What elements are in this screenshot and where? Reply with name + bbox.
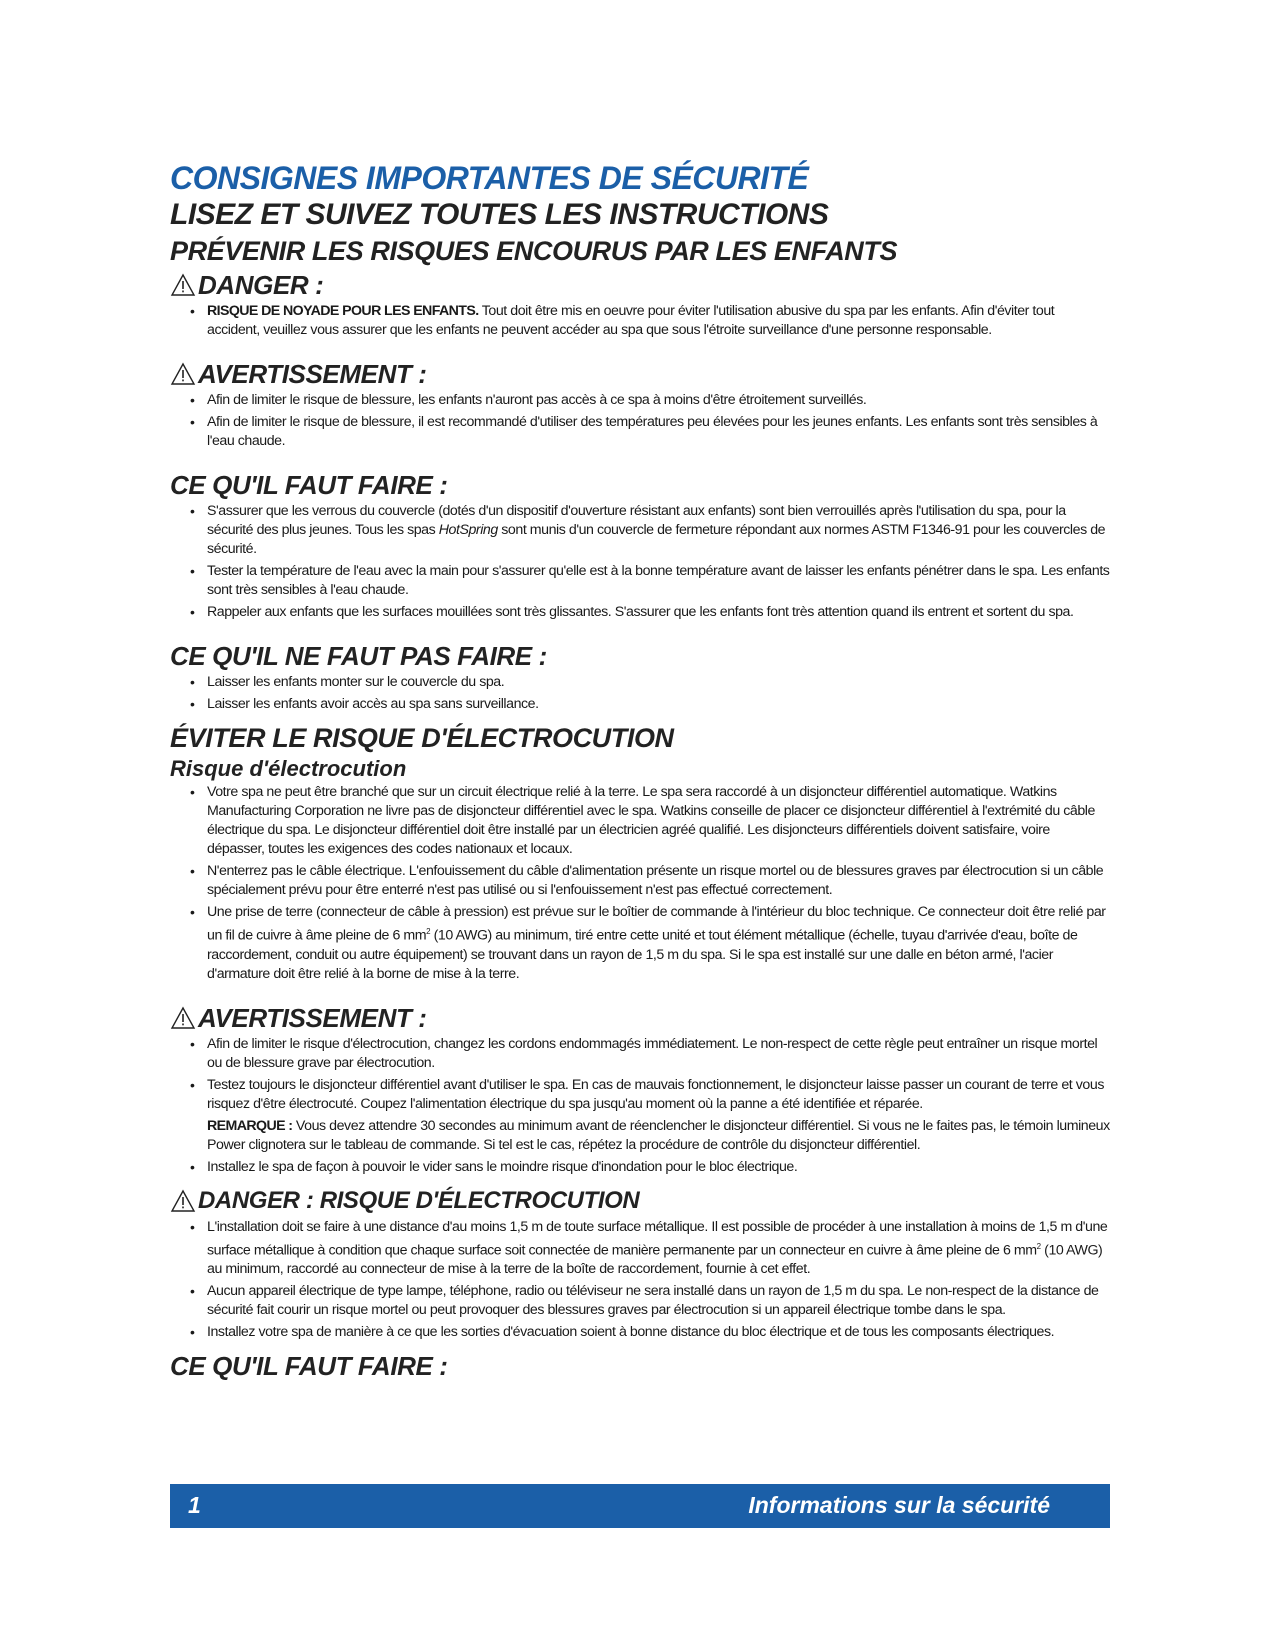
list-item: • Tester la température de l'eau avec la main pour s'assurer qu'elle est à la bonne température avant de laisser les enfants pénétrer dans le spa. Les enfants sont très sensibles à l'eau chaude. [207,562,1110,600]
list-item-text: S'assurer que les verrous du couvercle (dotés d'un dispositif d'ouverture résistant aux enfants) sont bien verrouillés après l'utilisation du spa, pour la sécurité des plus jeunes. Tous les spas [207,503,1066,538]
list-item-text: (10 AWG) au minimum, raccordé au connecteur de mise à la terre de la boîte de raccordement, fournie à cet effet. [207,1242,1103,1278]
note-text: Vous devez attendre 30 secondes au minimum avant de réenclencher le disjoncteur différentiel. Si vous ne le faites pas, le témoin lumineux Power clignotera sur le tableau de commande. Si tel est le cas, répétez la procédure de contrôle du disjoncteur différentiel. [207,1117,1110,1153]
page-footer [170,1484,1110,1528]
list-item: • Votre spa ne peut être branché que sur un circuit électrique relié à la terre. Le spa sera raccordé à un disjoncteur différentiel automatique. Watkins Manufacturing Corporation ne livre pas de disjoncteur différentiel avec le spa. Watkins conseille de placer ce disjoncteur différentiel à l'extrémité du câble électrique du spa. Le disjoncteur différentiel doit être installé par un électricien agréé qualifié. Les disjoncteurs différentiels doivent satisfaire, voire dépasser, toutes les exigences des codes nationaux et locaux. [207,783,1110,859]
warning-heading [170,1001,1110,1035]
dont-heading: CE QU'IL NE FAUT PAS FAIRE : [170,641,547,671]
page-title: CONSIGNES IMPORTANTES DE SÉCURITÉ [170,160,809,196]
warning-triangle-icon [170,1006,196,1030]
dont-list [170,673,1110,714]
superscript: 2 [426,927,431,936]
list-item [207,502,1110,559]
danger-electrocution-heading-text: DANGER : RISQUE D'ÉLECTROCUTION [198,1186,640,1214]
warning-triangle-icon [170,1189,196,1213]
warning-list [170,1035,1110,1114]
list-item [207,302,1110,340]
danger-electrocution-list [170,1218,1110,1343]
note-label: REMARQUE : [207,1117,293,1134]
list-item-text: (10 AWG) au minimum, tiré entre cette unité et tout élément métallique (échelle, tuyau d'arrivée d'eau, boîte de raccordement, conduit ou autre équipement) se trouvant dans un rayon de 1,5 m du spa. Si le spa est installé sur une dalle en béton armé, l'acier d'armature doit être relié à la borne de mise à la terre. [207,927,1078,982]
note-paragraph [170,1117,1110,1155]
list-item-text: sont munis d'un couvercle de fermeture répondant aux normes ASTM F1346-91 pour les couvercles de sécurité. [207,522,1106,557]
list-item: • Aucun appareil électrique de type lampe, téléphone, radio ou téléviseur ne sera installé dans un rayon de 1,5 m du spa. Le non-respect de la distance de sécurité fait courir un risque mortel ou peut provoquer des blessures graves par électrocution si un appareil électrique tombe dans le spa. [207,1282,1110,1320]
footer-section-title: Informations sur la sécurité [748,1492,1050,1518]
warning-heading [170,357,1110,391]
list-item: • Installez votre spa de manière à ce que les sorties d'évacuation soient à bonne distance du bloc électrique et de tous les composants électriques. [207,1323,1110,1342]
electrocution-heading: ÉVITER LE RISQUE D'ÉLECTROCUTION [170,723,674,753]
document-page [170,160,1110,1383]
list-item [207,1218,1110,1280]
warning-list-continued [170,1158,1110,1177]
list-item-text: L'installation doit se faire à une distance d'au moins 1,5 m de toute surface métallique. Il est possible de procéder à une installation à moins de 1,5 m d'une surface métallique à condition que chaque surface soit connectée de manière permanente par un connecteur en cuivre à âme pleine de 6 mm [207,1218,1108,1259]
list-item: • Laisser les enfants avoir accès au spa sans surveillance. [207,695,1110,714]
subtitle-children-risks: PRÉVENIR LES RISQUES ENCOURUS PAR LES ENFANTS [170,236,898,266]
electrocution-subheading: Risque d'électrocution [170,756,407,781]
list-item: • N'enterrez pas le câble électrique. L'enfouissement du câble d'alimentation présente un risque mortel ou de blessures graves par électrocution si un câble spécialement prévu pour être enterré n'est pas utilisé ou si l'enfouissement n'est pas effectué correctement. [207,862,1110,900]
do-heading-2: CE QU'IL FAUT FAIRE : [170,1351,448,1382]
warning-triangle-icon [170,362,196,386]
warning-triangle-icon [170,273,196,297]
danger-heading [170,268,1110,302]
list-item-text: Une prise de terre (connecteur de câble à pression) est prévue sur le boîtier de commande à l'intérieur du bloc technique. Ce connecteur doit être relié par un fil de cuivre à âme pleine de 6 mm [207,904,1106,944]
danger-electrocution-heading [170,1184,1110,1218]
do-list [170,502,1110,622]
electrocution-list [170,783,1110,984]
page-number: 1 [188,1492,201,1518]
warning-heading-text: AVERTISSEMENT : [198,359,427,389]
list-item: • Afin de limiter le risque de blessure, les enfants n'auront pas accès à ce spa à moins d'être étroitement surveillés. [207,391,1110,410]
drowning-risk-label: RISQUE DE NOYADE POUR LES ENFANTS. [207,303,479,319]
danger-heading-text: DANGER : [198,270,324,300]
danger-list [170,302,1110,340]
list-item: • Testez toujours le disjoncteur différentiel avant d'utiliser le spa. En cas de mauvais fonctionnement, le disjoncteur laisse passer un courant de terre et vous risquez d'être électrocuté. Coupez l'alimentation électrique du spa jusqu'au moment où la panne a été identifiée et réparée. [207,1076,1110,1114]
do-heading: CE QU'IL FAUT FAIRE : [170,470,448,500]
warning-list [170,391,1110,451]
list-item: • Afin de limiter le risque d'électrocution, changez les cordons endommagés immédiatement. Le non-respect de cette règle peut entraîner un risque mortel ou de blessure grave par électrocution. [207,1035,1110,1073]
list-item [207,903,1110,984]
list-item: • Rappeler aux enfants que les surfaces mouillées sont très glissantes. S'assurer que les enfants font très attention quand ils entrent et sortent du spa. [207,603,1110,622]
brand-name: HotSpring [438,522,498,538]
subtitle-read-instructions: LISEZ ET SUIVEZ TOUTES LES INSTRUCTIONS [170,198,829,231]
list-item: • Laisser les enfants monter sur le couvercle du spa. [207,673,1110,692]
list-item: • Afin de limiter le risque de blessure, il est recommandé d'utiliser des températures peu élevées pour les jeunes enfants. Les enfants sont très sensibles à l'eau chaude. [207,413,1110,451]
list-item: • Installez le spa de façon à pouvoir le vider sans le moindre risque d'inondation pour le bloc électrique. [207,1158,1110,1177]
list-item-text: Tout doit être mis en oeuvre pour éviter l'utilisation abusive du spa par les enfants. Afin d'éviter tout accident, veuillez vous assurer que les enfants ne peuvent accéder au spa que sous l'étroite surveillance d'une personne responsable. [207,303,1055,338]
superscript: 2 [1036,1241,1041,1251]
warning-heading-text: AVERTISSEMENT : [198,1002,427,1033]
